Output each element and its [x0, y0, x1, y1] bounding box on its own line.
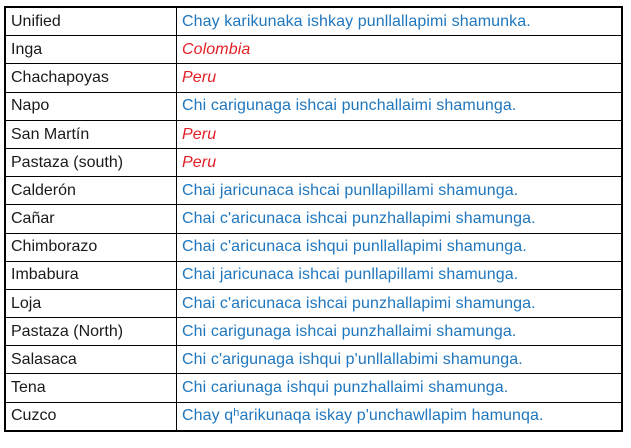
dialect-name-cell: Pastaza (south): [5, 148, 177, 176]
sentence-cell: Chai c'aricunaca ishqui punllallapimi shamunga.: [177, 233, 623, 261]
table-row: [5, 233, 622, 261]
dialect-name-cell: Unified: [5, 7, 177, 36]
dialect-name-cell: Salasaca: [5, 346, 177, 374]
sentence-cell: Chi carigunaga ishcai punchallaimi shamunga.: [177, 92, 623, 120]
dialect-name-cell: Tena: [5, 374, 177, 402]
sentence-cell: Chi c'arigunaga ishqui p'unllallabimi shamunga.: [177, 346, 623, 374]
sentence-cell: Colombia: [177, 36, 623, 64]
sentence-cell: Peru: [177, 148, 623, 176]
sentence-cell: Chay karikunaka ishkay punllallapimi shamunka.: [177, 7, 623, 36]
dialect-name-cell: Cañar: [5, 205, 177, 233]
table-row: [5, 318, 622, 346]
sentence-cell: Chai jaricunaca ishcai punllapillami shamunga.: [177, 177, 623, 205]
dialect-name-cell: Inga: [5, 36, 177, 64]
table-row: [5, 177, 622, 205]
table-row: [5, 261, 622, 289]
table-body: [5, 7, 622, 431]
dialect-name-cell: San Martín: [5, 120, 177, 148]
table-row: [5, 36, 622, 64]
sentence-cell: Chai jaricunaca ishcai punllapillami shamunga.: [177, 261, 623, 289]
dialect-name-cell: Napo: [5, 92, 177, 120]
dialect-comparison-table-container: [4, 6, 623, 432]
sentence-cell: Peru: [177, 120, 623, 148]
table-row: [5, 289, 622, 317]
sentence-cell: Chai c'aricunaca ishcai punzhallapimi shamunga.: [177, 289, 623, 317]
dialect-name-cell: Loja: [5, 289, 177, 317]
sentence-cell: Chi cariunaga ishqui punzhallaimi shamunga.: [177, 374, 623, 402]
dialect-comparison-table: [4, 6, 623, 432]
table-row: [5, 402, 622, 431]
dialect-name-cell: Chachapoyas: [5, 64, 177, 92]
table-row: [5, 64, 622, 92]
dialect-name-cell: Chimborazo: [5, 233, 177, 261]
sentence-cell: Chi carigunaga ishcai punzhallaimi shamunga.: [177, 318, 623, 346]
dialect-name-cell: Calderón: [5, 177, 177, 205]
dialect-name-cell: Pastaza (North): [5, 318, 177, 346]
table-row: [5, 92, 622, 120]
table-row: [5, 7, 622, 36]
table-row: [5, 205, 622, 233]
sentence-cell: Peru: [177, 64, 623, 92]
sentence-cell: Chay qʰarikunaqa iskay p'unchawllapim hamunqa.: [177, 402, 623, 431]
table-row: [5, 148, 622, 176]
table-row: [5, 346, 622, 374]
sentence-cell: Chai c'aricunaca ishcai punzhallapimi shamunga.: [177, 205, 623, 233]
dialect-name-cell: Imbabura: [5, 261, 177, 289]
dialect-name-cell: Cuzco: [5, 402, 177, 431]
table-row: [5, 374, 622, 402]
table-row: [5, 120, 622, 148]
